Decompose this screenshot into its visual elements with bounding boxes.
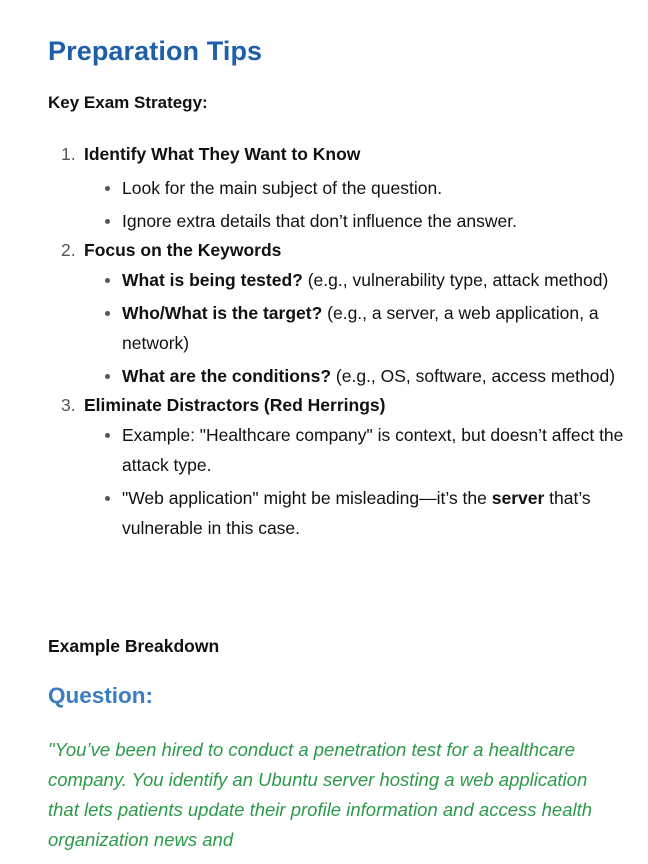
bullet-text: (e.g., vulnerability type, attack method) [302, 270, 609, 290]
bullet-text-after: that’s vulnerable in this case. [122, 488, 591, 538]
bullet-text: "Web application" might be misleading—it’s the [122, 488, 492, 508]
strategy-steps-list [48, 143, 628, 546]
step-bullets [84, 265, 628, 391]
bullet-item [84, 206, 628, 236]
question-heading: Question: [48, 683, 153, 708]
step-title: Identify What They Want to Know [84, 144, 361, 164]
bullet-item [84, 173, 628, 203]
step-number: 3. [61, 395, 76, 415]
bullet-bold-text: server [491, 488, 545, 508]
bullet-item [84, 483, 628, 543]
bullet-item [84, 361, 628, 391]
step-bullets [84, 173, 628, 236]
bullet-text: (e.g., a server, a web application, a network) [122, 303, 599, 353]
step-heading [61, 394, 628, 416]
step-title: Eliminate Distractors (Red Herrings) [84, 395, 386, 415]
bullet-text: (e.g., OS, software, access method) [331, 366, 616, 386]
step-item-distractors [48, 394, 628, 543]
step-bullets [84, 420, 628, 543]
bullet-item [84, 265, 628, 295]
bullet-text: Look for the main subject of the question. [122, 178, 443, 198]
step-number: 1. [61, 144, 76, 164]
bullet-text: Ignore extra details that don’t influence the answer. [122, 211, 517, 231]
step-number: 2. [61, 240, 76, 260]
step-heading [61, 143, 628, 165]
bullet-item [84, 420, 628, 480]
bullet-bold-text: What are the conditions? [122, 366, 332, 386]
page-title: Preparation Tips [48, 36, 263, 66]
step-item-identify [48, 143, 628, 236]
step-item-keywords [48, 239, 628, 391]
step-title: Focus on the Keywords [84, 240, 282, 260]
bullet-item [84, 298, 628, 358]
question-quote: "You’ve been hired to conduct a penetration test for a healthcare company. You identify an Ubuntu server hosting a web application that lets patients update their profile information and access health organization news and [48, 739, 593, 850]
strategy-heading: Key Exam Strategy: [48, 93, 208, 112]
bullet-bold-text: What is being tested? [122, 270, 303, 290]
step-heading [61, 239, 628, 261]
bullet-bold-text: Who/What is the target? [122, 303, 323, 323]
bullet-text: Example: "Healthcare company" is context, but doesn’t affect the attack type. [122, 425, 624, 475]
example-heading: Example Breakdown [48, 636, 220, 656]
